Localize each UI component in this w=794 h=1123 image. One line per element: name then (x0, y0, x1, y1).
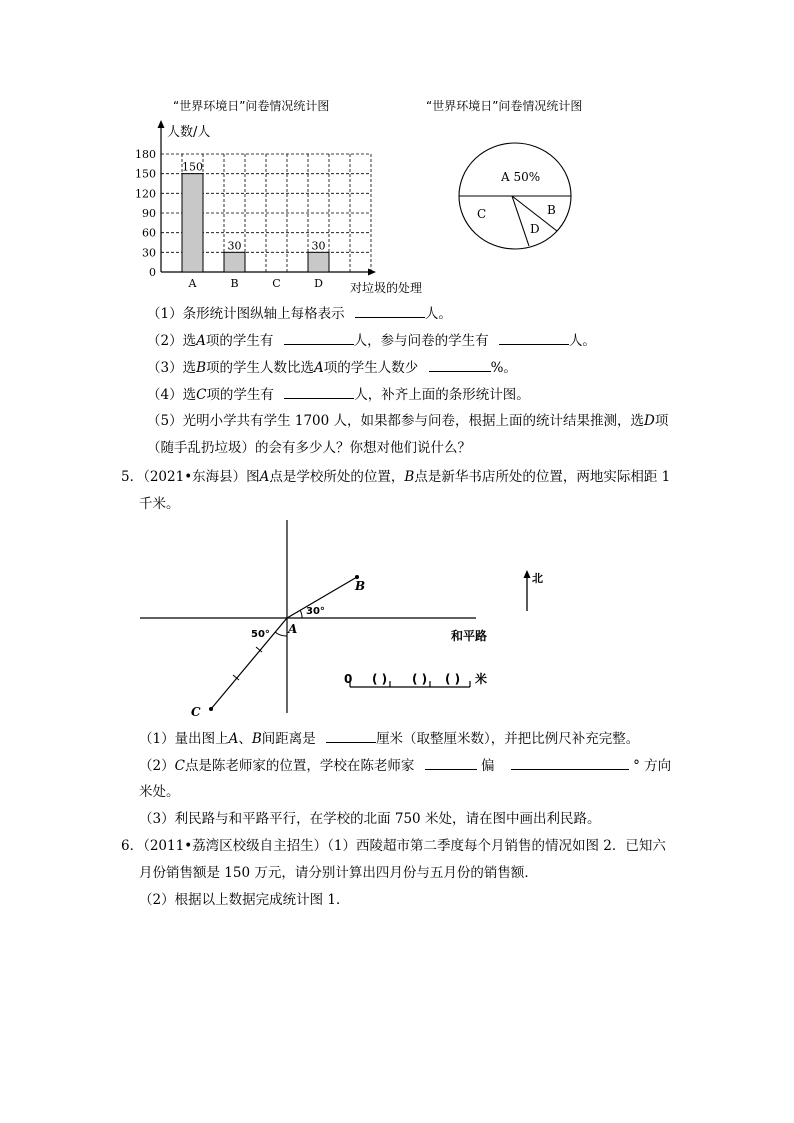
q5-part2: （2）C点是陈老师家的位置，学校在陈老师家 偏 ° 方向 (139, 755, 671, 776)
q6-line2: 月份销售额是 150 万元，请分别计算出四月份与五月份的销售额． (139, 865, 538, 881)
angle-arc-50 (275, 632, 287, 636)
q6-part2: （2）根据以上数据完成统计图 1． (139, 892, 350, 908)
y-axis-label: 人数/人 (167, 125, 211, 140)
angle-label-30: 30° (306, 606, 325, 617)
scale-blank-2[interactable]: ( ) (412, 672, 428, 686)
pie-slice-c-label: C (477, 207, 487, 221)
y-tick-label: 150 (135, 167, 156, 181)
q5-map-figure (130, 515, 550, 725)
q4-part2: （2）选A项的学生有 人，参与问卷的学生有 人。 (147, 330, 596, 351)
bar-value-label: 30 (311, 239, 326, 253)
y-tick-label: 30 (142, 246, 156, 260)
x-axis-label: 对垃圾的处理 (350, 281, 423, 295)
answer-blank[interactable] (511, 755, 629, 770)
q5-line2: 千米。 (139, 496, 180, 512)
q6-line1: 6．（2011•荔湾区校级自主招生）（1）西陵超市第二季度每个月销售的情况如图 2．已知六 (121, 838, 666, 854)
answer-blank[interactable] (284, 330, 354, 345)
answer-blank[interactable] (326, 728, 376, 743)
q4-part5-line2: （随手乱扔垃圾）的会有多少人？你想对他们说什么？ (147, 440, 471, 456)
point-c (209, 707, 213, 711)
y-tick-label: 120 (135, 187, 156, 201)
pie-slice-a-label: A 50% (501, 170, 541, 184)
pie-chart (450, 130, 585, 255)
scale-zero: 0 (344, 672, 353, 686)
scale-unit: 米 (475, 672, 488, 686)
bar-chart-title: “世界环境日”问卷情况统计图 (173, 99, 330, 113)
answer-blank[interactable] (429, 357, 491, 372)
road-label: 和平路 (451, 629, 488, 643)
bar-value-label: 30 (227, 239, 242, 253)
angle-arc-30 (300, 610, 302, 618)
x-axis-arrow (368, 269, 376, 276)
category-label: B (230, 277, 239, 290)
q5-part1: （1）量出图上A、B间距离是 厘米（取整厘米数），并把比例尺补充完整。 (139, 728, 639, 749)
pie-slice-b-label: B (547, 203, 556, 217)
north-arrow-icon (524, 570, 531, 578)
q5-line1: 5．（2021•东海县）图A点是学校所处的位置，B点是新华书店所处的位置，两地实际相距 1 (121, 469, 671, 485)
scale-blank-3[interactable]: ( ) (445, 672, 461, 686)
categories (188, 277, 324, 290)
q4-part4: （4）选C项的学生有 人，补齐上面的条形统计图。 (147, 384, 530, 405)
q4-part3: （3）选B项的学生人数比选A项的学生人数少 %。 (147, 357, 517, 378)
category-label: D (314, 277, 323, 290)
label-a: A (288, 622, 298, 636)
q4-part5-line1: （5）光明小学共有学生 1700 人，如果都参与问卷，根据上面的统计结果推测，选D项 (147, 413, 669, 429)
q4-part1: （1）条形统计图纵轴上每格表示 人。 (147, 303, 452, 324)
answer-blank[interactable] (355, 303, 425, 318)
y-tick-label: 60 (142, 226, 156, 240)
answer-blank[interactable] (425, 755, 477, 770)
north-label: 北 (532, 572, 543, 585)
q5-part3: （3）利民路与和平路平行，在学校的北面 750 米处，请在图中画出利民路。 (139, 811, 601, 827)
q5-part2-line2: 米处。 (139, 784, 180, 800)
bar-d (308, 252, 329, 272)
y-axis-arrow (158, 120, 165, 128)
label-c: C (191, 705, 201, 719)
bar-a (182, 174, 203, 272)
answer-blank[interactable] (284, 384, 354, 399)
category-label: C (272, 277, 281, 290)
y-ticks (135, 148, 156, 279)
category-label: A (188, 277, 197, 290)
bar-chart (120, 115, 440, 300)
segment-ac (211, 618, 287, 709)
y-tick-label: 0 (149, 266, 156, 279)
bar-value-label: 150 (182, 160, 203, 174)
pie-chart-title: “世界环境日”问卷情况统计图 (426, 99, 583, 113)
y-tick-label: 90 (142, 207, 156, 220)
bars (182, 161, 329, 272)
y-tick-label: 180 (135, 148, 156, 161)
pie-slice-d-label: D (530, 222, 540, 236)
angle-label-50: 50° (251, 629, 270, 640)
label-b: B (355, 579, 366, 593)
scale-blank-1[interactable]: ( ) (372, 672, 388, 686)
bar-b (224, 252, 245, 272)
answer-blank[interactable] (499, 330, 569, 345)
